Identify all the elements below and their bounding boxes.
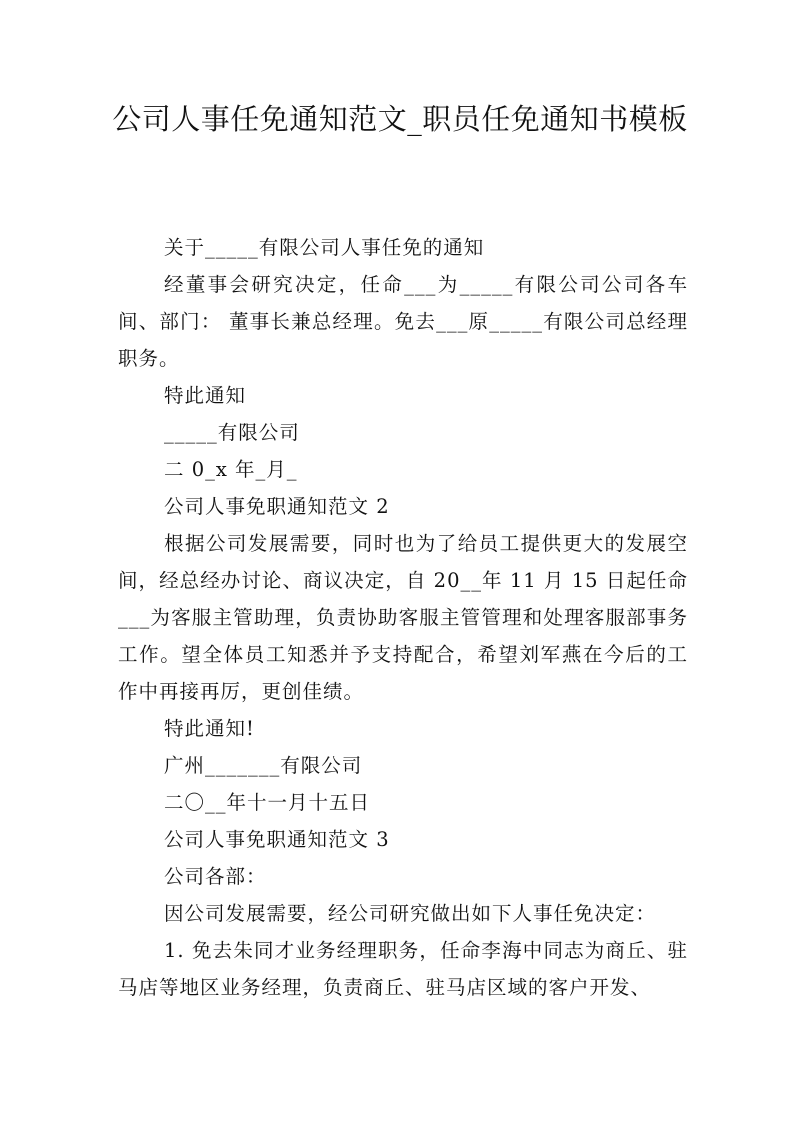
date-line-2: 二〇__年十一月十五日 xyxy=(164,791,371,814)
date-line: 二 0_x 年_月_ xyxy=(164,458,298,481)
company-signature: _____有限公司 xyxy=(164,421,300,444)
appointment-paragraph-2: 根据公司发展需要，同时也为了给员工提供更大的发展空间，经总经办讨论、商议决定，自 20__年 11 月 15 日起任命___为客服主管助理，负责协助客服主管管理和处理客服部事务工作。望全体员工知悉并予支持配合，希望刘军燕在今后的工作中再接再厉，更创佳绩。 xyxy=(118,532,688,703)
decision-intro: 因公司发展需要，经公司研究做出如下人事任免决定： xyxy=(164,902,657,925)
notice-heading: 关于_____有限公司人事任免的通知 xyxy=(164,236,485,259)
appointment-paragraph: 经董事会研究决定，任命___为_____有限公司公司各车间、部门： 董事长兼总经理。免去___原_____有限公司总经理职务。 xyxy=(118,273,688,370)
document-title: 公司人事任免通知范文_职员任免通知书模板 xyxy=(112,102,688,136)
recipient-line: 公司各部： xyxy=(164,865,267,888)
section-heading-3: 公司人事免职通知范文 3 xyxy=(164,828,390,851)
notice-closing-2: 特此通知! xyxy=(164,717,255,740)
company-signature-2: 广州_______有限公司 xyxy=(164,754,363,777)
decision-item-1: 1. 免去朱同才业务经理职务，任命李海中同志为商丘、驻马店等地区业务经理，负责商丘、驻马店区域的客户开发、 xyxy=(118,939,688,999)
notice-closing: 特此通知 xyxy=(164,384,247,407)
section-heading-2: 公司人事免职通知范文 2 xyxy=(164,495,390,518)
